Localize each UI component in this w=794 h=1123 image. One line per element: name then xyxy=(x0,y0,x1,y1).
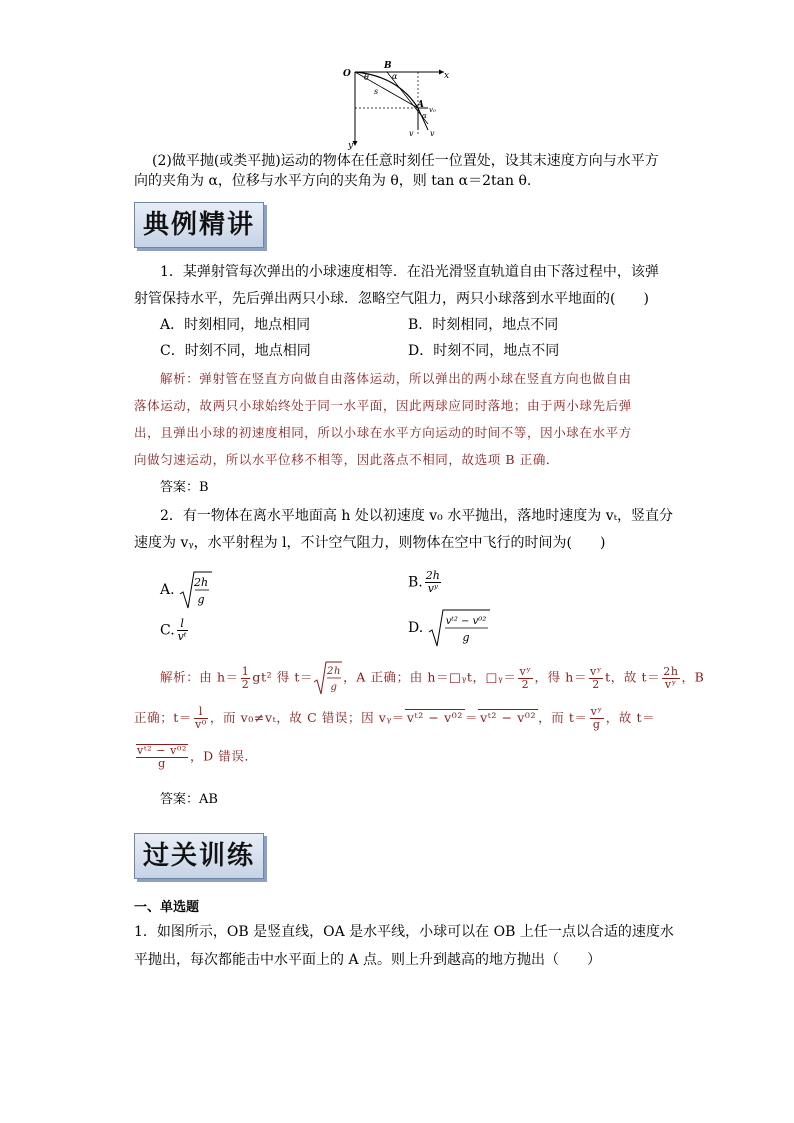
intro-line-1: (2)做平抛(或类平抛)运动的物体在任意时刻任一位置处，设其末速度方向与水平方 xyxy=(152,153,659,169)
svg-text:g: g xyxy=(330,682,338,693)
label-y: y xyxy=(348,141,354,150)
q1-option-d: D．时刻不同，地点不同 xyxy=(408,343,560,359)
q2-analysis-line-2: 正确；t＝ $\frac{l}{\text{v⁰}}$ ，而 v₀≠vₜ，故 C 错误；因 vᵧ＝ vᵗ² − v⁰² ＝ vᵗ² − v⁰² ，而 t＝ $\frac{\text{vʸ}}{g}$ ，故 t＝ xyxy=(134,705,656,731)
q1-analysis-line-3: 出，且弹出小球的初速度相同，所以小球在水平方向运动的时间不等，因小球在水平方 xyxy=(134,425,632,440)
q2-option-d: D. vᵗ² − v⁰² g xyxy=(408,608,492,648)
label-alpha2: α xyxy=(422,112,427,120)
svg-text:2h: 2h xyxy=(193,576,209,589)
label-a: A xyxy=(417,100,424,110)
q1-analysis-line-1: 解析：弹射管在竖直方向做自由落体运动，所以弹出的两小球在竖直方向也做自由 xyxy=(160,371,632,386)
projectile-diagram xyxy=(340,58,455,150)
q1-option-b: B．时刻相同，地点不同 xyxy=(408,317,559,333)
sqrt-sign xyxy=(179,570,213,610)
svg-text:vᵗ² − v⁰²: vᵗ² − v⁰² xyxy=(445,616,486,627)
label-v0: v₀ xyxy=(429,106,436,114)
label-b: B xyxy=(384,61,392,71)
q2-answer: 答案：AB xyxy=(160,792,218,807)
section-title-training: 过关训练 xyxy=(134,833,264,879)
label-o: O xyxy=(343,69,351,79)
q1-analysis-line-4: 向做匀速运动，所以水平位移不相等，因此落点不相同，故选项 B 正确． xyxy=(134,452,560,467)
label-vy: v xyxy=(409,129,414,138)
label-alpha: α xyxy=(392,72,398,81)
q3-line-2: 平抛出，每次都能击中水平面上的 A 点。则上升到越高的地方抛出（ ） xyxy=(134,952,602,968)
section-title-examples: 典例精讲 xyxy=(134,202,264,248)
q1-stem-2: 射管保持水平，先后弹出两只小球．忽略空气阻力，两只小球落到水平地面的( ) xyxy=(134,291,649,307)
q1-option-c: C．时刻不同，地点相同 xyxy=(160,343,311,359)
q3-line-1: 1．如图所示，OB 是竖直线，OA 是水平线，小球可以在 OB 上任一点以合适的速度水 xyxy=(134,924,674,940)
q2-option-c: C. $\frac{l}{\text{vᵗ}}$ xyxy=(160,617,187,643)
svg-text:2h: 2h xyxy=(327,666,342,677)
sqrt-sign xyxy=(313,660,343,696)
q1-stem-1: 1．某弹射管每次弹出的小球速度相等．在沿光滑竖直轨道自由下落过程中，该弹 xyxy=(160,264,659,280)
label-theta: θ xyxy=(364,73,369,82)
sqrt-sign xyxy=(428,608,492,648)
label-x: x xyxy=(444,71,450,81)
q1-analysis-line-2: 落体运动，故两只小球始终处于同一水平面，因此两球应同时落地；由于两小球先后弹 xyxy=(134,398,632,413)
label-v: v xyxy=(430,129,435,138)
q2-analysis-line-1: 解析：由 h＝ $\frac{1}{2}$ gt² 得 t＝ 2h g ，A 正确；由 h＝□ᵧt，□ᵧ＝ $\frac{\text{vʸ}}{2}$ ，得 h＝ $\frac{\text{vʸ}}{2}$ t，故 t＝ $\frac{2h}{\text{vʸ}}$ ，B xyxy=(160,660,704,696)
svg-text:g: g xyxy=(462,631,470,644)
q2-stem-2: 速度为 vᵧ，水平射程为 l，不计空气阻力，则物体在空中飞行的时间为( ) xyxy=(134,535,606,551)
label-s: s xyxy=(374,87,379,96)
svg-text:g: g xyxy=(197,593,205,606)
q2-stem-1: 2．有一物体在离水平地面高 h 处以初速度 v₀ 水平抛出，落地时速度为 vₜ，竖直分 xyxy=(160,508,674,524)
q2-option-a: A. 2h g xyxy=(160,570,213,610)
q2-analysis-line-3: $\frac{\text{vᵗ² − v⁰²}}{g}$ ，D 错误． xyxy=(137,744,258,770)
part-heading: 一、单选题 xyxy=(134,900,200,915)
q1-answer: 答案：B xyxy=(160,480,209,495)
q1-option-a: A．时刻相同，地点相同 xyxy=(160,317,311,333)
intro-line-2: 向的夹角为 α，位移与水平方向的夹角为 θ，则 tan α＝2tan θ. xyxy=(134,173,532,189)
q2-option-b: B. $\frac{2h}{\text{vʸ}}$ xyxy=(408,569,440,595)
